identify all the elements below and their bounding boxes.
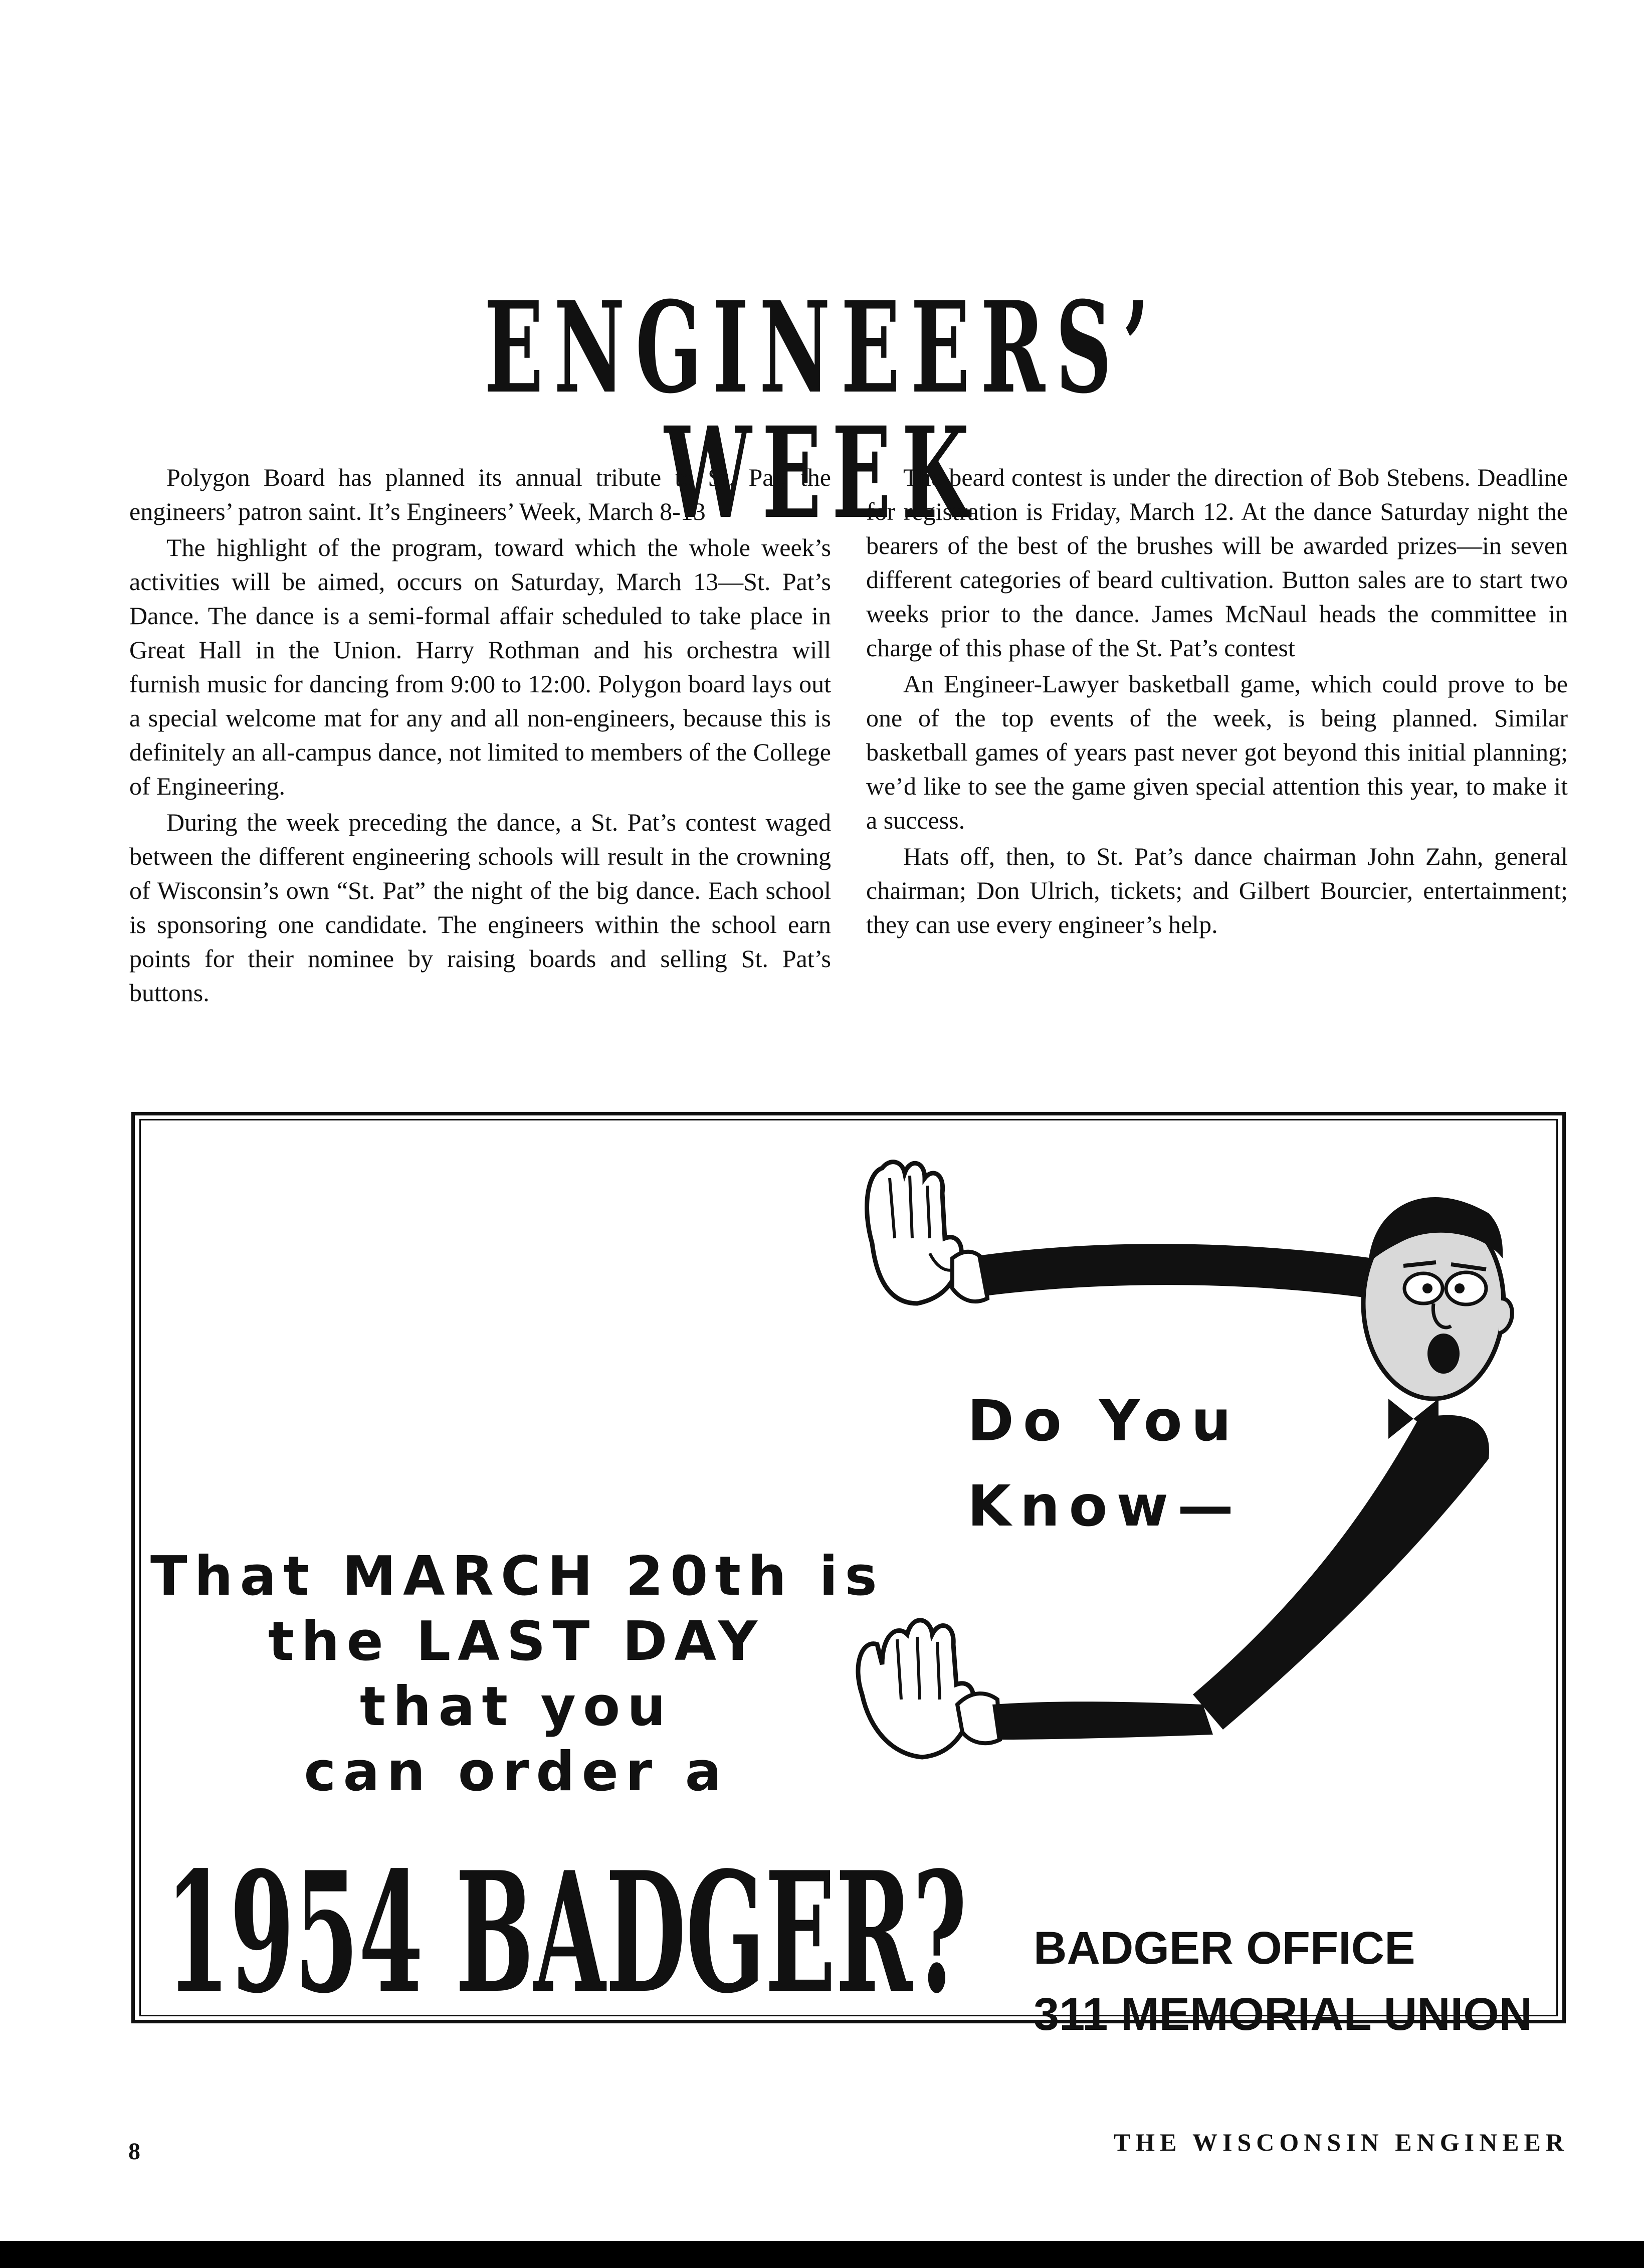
ad-headline: 1954 BADGER? — [165, 1835, 967, 2030]
page-title: ENGINEERS’ WEEK — [484, 273, 1160, 546]
upper-arm-sleeve — [977, 1244, 1373, 1298]
article-paragraph: The beard contest is under the direction of Bob Stebens. Deadline for registration is Friday, March 12. At the dance Saturday night the bearers of the best of the brushes will be awarded prizes—in seven different categories of beard cultivation. Button sales are to start two weeks prior to the dance. James McNaul heads the committee in charge of this phase of the St. Pat’s contest — [866, 463, 1568, 662]
article-paragraph: The highlight of the program, toward which the whole week’s activities will be aimed, occurs on Saturday, March 13—St. Pat’s Dance. The dance is a semi-formal affair scheduled to take place in Great Hall in the Union. Harry Rothman and his orchestra will furnish music for dancing from 9:00 to 12:00. Polygon board lays out a special welcome mat for any and all non-engineers, because this is definitely an all-campus dance, not limited to members of the College of Engineering. — [129, 533, 831, 800]
running-head: THE WISCONSIN ENGINEER — [1113, 2128, 1569, 2156]
ad-question-line: Do You — [967, 1389, 1241, 1454]
ad-address-line: 311 MEMORIAL UNION — [1034, 1989, 1533, 2040]
ad-statement-line: the LAST DAY — [268, 1610, 764, 1673]
ad-statement-line: can order a — [304, 1741, 729, 1803]
article-body — [129, 460, 1568, 1052]
scan-edge-band — [0, 2241, 1644, 2268]
page-number: 8 — [128, 2138, 140, 2165]
article-paragraph: An Engineer-Lawyer basketball game, which could prove to be one of the top events of the week, is being planned. Similar basketball games of years past never got beyond this initial planning; we’d like to see the game given special attention this year, to make it a success. — [866, 670, 1568, 834]
lower-hand-icon — [858, 1620, 1213, 1757]
article-paragraph: During the week preceding the dance, a St. Pat’s contest waged between the different engineering schools will result in the crowning of Wisconsin’s own “St. Pat” the night of the big dance. Each school is sponsoring one candidate. The engineers within the school earn points for their nominee by raising boards and selling St. Pat’s buttons. — [129, 808, 831, 1007]
upper-hand-icon — [867, 1162, 987, 1303]
ad-statement-line: That MARCH 20th is — [150, 1545, 884, 1608]
ad-address-line: BADGER OFFICE — [1034, 1923, 1415, 1974]
ad-address — [1034, 1915, 1532, 2047]
article-paragraph: Polygon Board has planned its annual tribute to St. Pat, the engineers’ patron saint. It’s Engineers’ Week, March 8-13 — [129, 463, 831, 525]
article-paragraph: Hats off, then, to St. Pat’s dance chairman John Zahn, general chairman; Don Ulrich, tickets; and Gilbert Bourcier, entertainment; they can use every engineer’s help. — [866, 842, 1568, 938]
ad-question — [967, 1379, 1243, 1549]
ad-statement-line: that you — [359, 1675, 673, 1738]
ad-question-line: Know— — [967, 1474, 1243, 1539]
ad-statement — [150, 1544, 882, 1805]
head-icon — [1363, 1197, 1512, 1399]
